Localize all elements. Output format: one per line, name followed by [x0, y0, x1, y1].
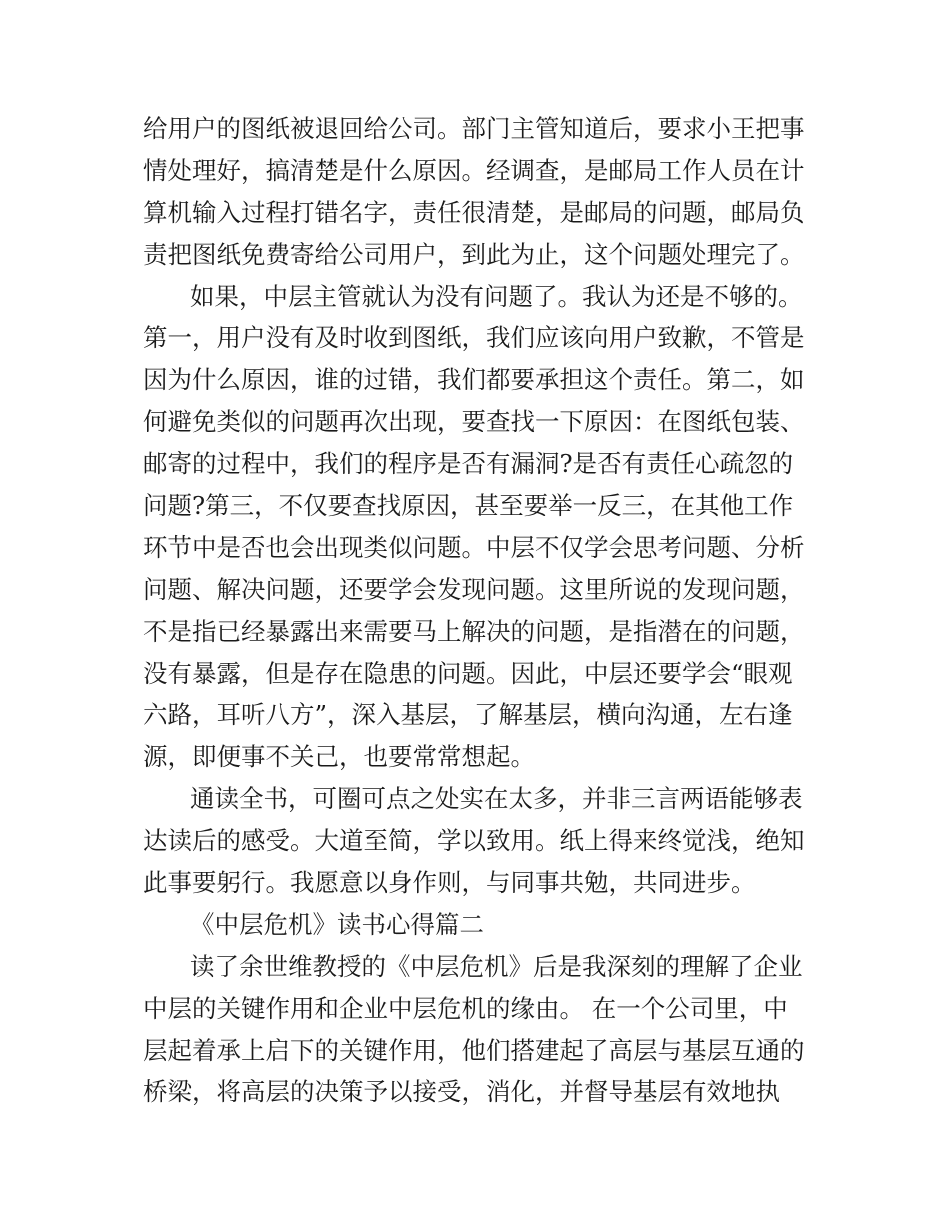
text-line: 中层的关键作用和企业中层危机的缘由。 在一个公司里，中: [143, 993, 788, 1023]
text-line: 源，即便事不关己，也要常常想起。: [143, 742, 535, 772]
paragraph-start-line: 读了余世维教授的《中层危机》后是我深刻的理解了企业: [190, 951, 803, 981]
paragraph-start-line: 如果，中层主管就认为没有问题了。我认为还是不够的。: [190, 281, 803, 311]
body-text: [143, 108, 823, 1113]
text-line: 层起着承上启下的关键作用，他们搭建起了高层与基层互通的: [143, 1035, 805, 1065]
text-line: 此事要躬行。我愿意以身作则，与同事共勉，共同进步。: [143, 868, 756, 898]
text-line: 因为什么原因，谁的过错，我们都要承担这个责任。第二，如: [143, 365, 805, 395]
section-heading: 《中层危机》读书心得篇二: [190, 909, 484, 939]
text-line: 算机输入过程打错名字，责任很清楚，是邮局的问题，邮局负: [143, 197, 805, 227]
text-line: 达读后的感受。大道至简，学以致用。纸上得来终觉浅，绝知: [143, 826, 805, 856]
text-line: 六路，耳听八方”，深入基层，了解基层，横向沟通，左右逢: [143, 700, 793, 730]
paragraph-start-line: 通读全书，可圈可点之处实在太多，并非三言两语能够表: [190, 784, 803, 814]
text-line: 问题?第三，不仅要查找原因，甚至要举一反三，在其他工作: [143, 491, 794, 521]
text-line: 第一，用户没有及时收到图纸，我们应该向用户致歉，不管是: [143, 323, 805, 353]
text-line: 没有暴露，但是存在隐患的问题。因此，中层还要学会“眼观: [143, 658, 793, 688]
text-line: 环节中是否也会出现类似问题。中层不仅学会思考问题、分析: [143, 532, 805, 562]
text-line: 给用户的图纸被退回给公司。部门主管知道后，要求小王把事: [143, 114, 805, 143]
text-line: 情处理好，搞清楚是什么原因。经调查，是邮局工作人员在计: [143, 155, 805, 185]
text-line: 桥梁，将高层的决策予以接受，消化，并督导基层有效地执: [143, 1077, 780, 1107]
text-line: 何避免类似的问题再次出现，要查找一下原因：在图纸包装、: [143, 407, 805, 437]
text-line: 邮寄的过程中，我们的程序是否有漏洞?是否有责任心疏忽的: [143, 449, 794, 479]
text-line: 问题、解决问题，还要学会发现问题。这里所说的发现问题，: [143, 574, 805, 604]
text-line: 不是指已经暴露出来需要马上解决的问题，是指潜在的问题，: [143, 616, 805, 646]
text-line: 责把图纸免费寄给公司用户，到此为止，这个问题处理完了。: [143, 239, 805, 269]
